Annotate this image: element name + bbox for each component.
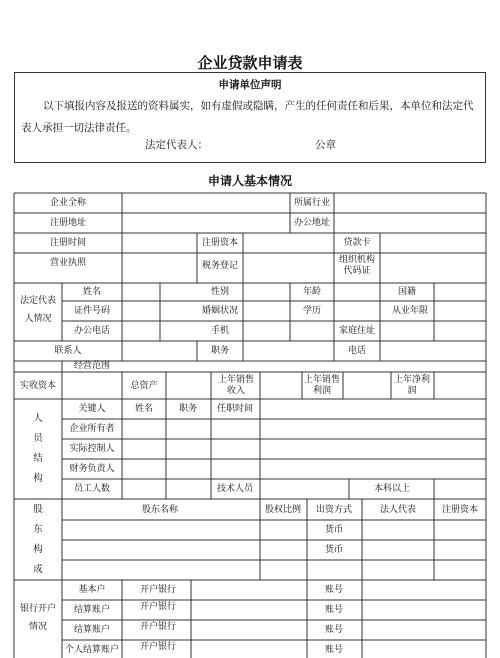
document-title: 企业贷款申请表 — [197, 54, 303, 72]
personal-account-label: 个人结算账户 — [64, 644, 119, 655]
bank-info-label: 银行开户 情况 — [19, 604, 56, 632]
account-no-label-3: 账号 — [324, 624, 343, 635]
settlement-account-label-1: 结算账户 — [73, 604, 110, 615]
tech-staff-label: 技术人员 — [216, 483, 253, 494]
sales-income-label: 上年销售 收入 — [217, 375, 254, 396]
phone-label: 电话 — [347, 345, 366, 356]
years-exp-label: 从业年限 — [391, 305, 428, 316]
seal-label: 公章 — [315, 139, 336, 151]
mobile-label: 手机 — [210, 325, 229, 336]
open-bank-label-2: 开户银行 — [139, 601, 176, 612]
tax-reg-label: 税务登记 — [201, 260, 238, 271]
legal-representative-label: 法定代表人： — [145, 139, 208, 151]
account-no-label-2: 账号 — [324, 604, 343, 615]
legal-rep-label: 法定代表 人情况 — [19, 296, 56, 324]
org-code-label: 组织机构 代码证 — [338, 255, 375, 276]
company-name-label: 企业全称 — [49, 197, 86, 208]
gender-label: 性别 — [210, 286, 229, 297]
name-label: 姓名 — [82, 286, 101, 297]
currency-label-1: 货币 — [324, 524, 343, 535]
staff-count-label: 员工人数 — [73, 483, 110, 494]
bachelor-label: 本科以上 — [373, 483, 410, 494]
position-label: 职务 — [210, 345, 229, 356]
reg-address-label: 注册地址 — [49, 217, 86, 228]
owner-label: 企业所有者 — [69, 423, 115, 434]
open-bank-label-1: 开户银行 — [139, 584, 176, 595]
paid-capital-label: 实收资本 — [19, 380, 56, 391]
net-profit-label: 上年净利 润 — [393, 375, 430, 396]
finance-head-label: 财务负责人 — [69, 463, 115, 474]
basic-account-label: 基本户 — [78, 584, 106, 595]
office-phone-label: 办公电话 — [73, 325, 110, 336]
marital-label: 婚姻状况 — [201, 305, 238, 316]
duty-label: 职务 — [178, 403, 197, 414]
industry-label: 所属行业 — [293, 197, 330, 208]
reg-time-label: 注册时间 — [49, 237, 86, 248]
id-number-label: 证件号码 — [73, 305, 110, 316]
reg-capital-label: 注册资本 — [201, 237, 238, 248]
home-address-label: 家庭住址 — [338, 325, 375, 336]
age-label: 年龄 — [302, 286, 321, 297]
declaration-text: 以下填报内容及报送的资料属实，如有虚假或隐瞒，产生的任何责任和后果，本单位和法定代表人承担一切法律责任。 — [21, 100, 474, 134]
reg-capital-col-label: 注册资本 — [441, 504, 478, 515]
key-person-label: 关键人 — [78, 403, 106, 414]
loan-card-label: 贷款卡 — [343, 237, 371, 248]
contact-label: 联系人 — [54, 345, 82, 356]
personnel-label: 人 员 结 构 — [33, 413, 43, 484]
education-label: 学历 — [302, 305, 321, 316]
legal-rep-col-label: 法人代表 — [379, 504, 416, 515]
key-name-label: 姓名 — [134, 403, 153, 414]
nationality-label: 国籍 — [397, 286, 416, 297]
settlement-account-label-2: 结算账户 — [73, 624, 110, 635]
total-assets-label: 总资产 — [130, 380, 158, 391]
sales-profit-label: 上年销售 利润 — [303, 375, 340, 396]
tenure-label: 任职时间 — [216, 403, 253, 414]
office-address-label: 办公地址 — [293, 217, 330, 228]
open-bank-label-4: 开户银行 — [139, 641, 176, 652]
controller-label: 实际控制人 — [69, 443, 115, 454]
account-no-label-1: 账号 — [324, 584, 343, 595]
shareholders-label: 股 东 构 成 — [33, 504, 43, 575]
open-bank-label-3: 开户银行 — [139, 621, 176, 632]
contribution-method-label: 出资方式 — [315, 504, 352, 515]
share-ratio-label: 股权比例 — [264, 504, 301, 515]
shareholder-name-label: 股东名称 — [141, 504, 178, 515]
section-title: 申请人基本情况 — [207, 174, 292, 188]
business-license-label: 营业执照 — [49, 257, 86, 268]
account-no-label-4: 账号 — [324, 644, 343, 655]
currency-label-2: 货币 — [324, 544, 343, 555]
declaration-heading: 申请单位声明 — [218, 79, 282, 91]
business-scope-label: 经营范围 — [73, 360, 110, 371]
